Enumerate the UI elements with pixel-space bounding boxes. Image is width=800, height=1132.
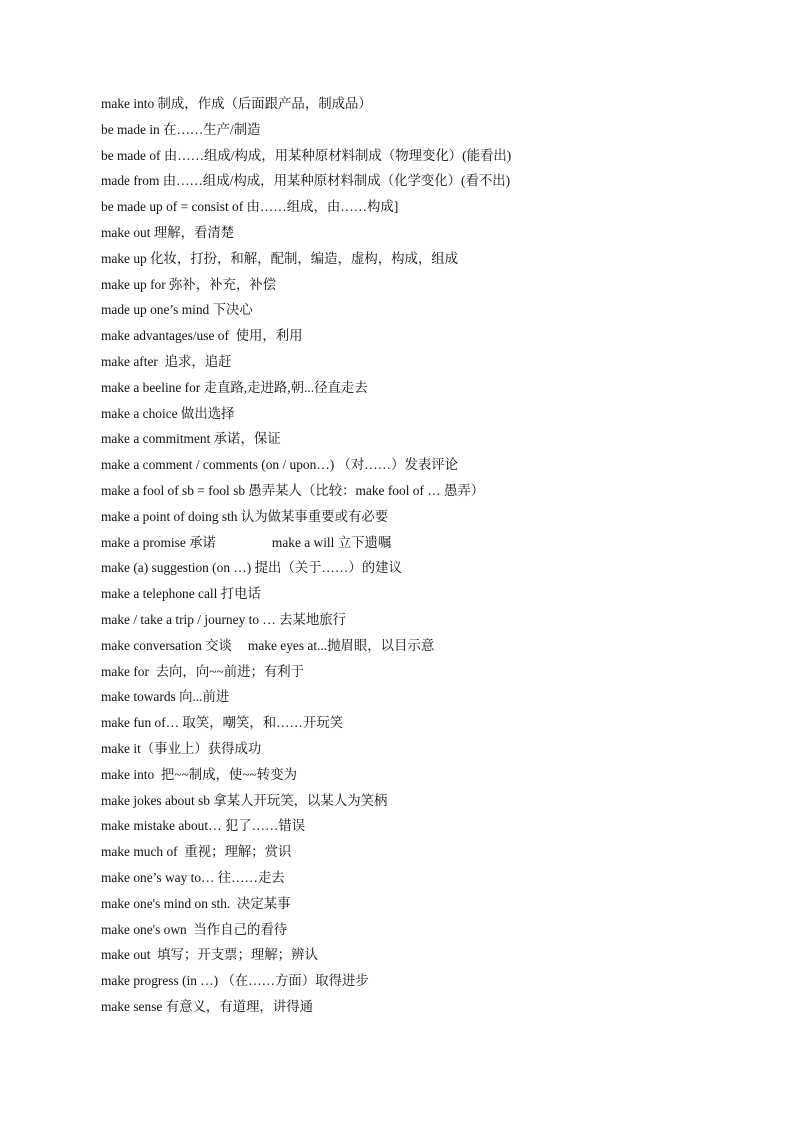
phrase-entry: make a point of doing sth 认为做某事重要或有必要 [101,508,389,524]
phrase-line [101,739,761,765]
phrase-line [101,868,761,894]
phrase-line [101,920,761,946]
phrase-line [101,326,761,352]
phrase-entry: make into 把~~制成，使~~转变为 [101,766,297,782]
phrase-entry: make one’s way to… 往……走去 [101,869,285,885]
phrase-entry: make towards 向...前进 [101,689,230,705]
phrase-entry: make after 追求，追赶 [101,353,232,369]
phrase-entry: make a will 立下遗嘱 [271,534,392,550]
phrase-line [101,662,761,688]
phrase-entry: make a comment / comments (on / upon…) （对……）发表评论 [101,457,459,473]
phrase-line [101,481,761,507]
phrase-line [101,687,761,713]
phrase-line [101,352,761,378]
phrase-entry: make up for 弥补，补充，补偿 [101,276,277,292]
phrase-line [101,971,761,997]
phrase-entry: made from 由……组成/构成，用某种原材料制成（化学变化）(看不出) [101,173,511,189]
phrase-entry: make fun of… 取笑，嘲笑，和……开玩笑 [101,715,344,731]
phrase-entry: make a fool of sb = fool sb 愚弄某人（比较：make fool of … 愚弄） [101,482,485,498]
phrase-line [101,997,761,1023]
phrase-line [101,713,761,739]
phrase-line [101,94,761,120]
phrase-line [101,945,761,971]
phrase-entry: make out 理解，看清楚 [101,224,235,240]
phrase-line [101,842,761,868]
phrase-entry: make one's own 当作自己的看待 [101,921,288,937]
phrase-entry: make sense 有意义，有道理，讲得通 [101,998,313,1014]
phrase-line [101,584,761,610]
phrase-line [101,765,761,791]
phrase-line [101,533,761,559]
phrase-entry: make into 制成，作成（后面跟产品，制成品） [101,96,372,111]
phrase-entry: make progress (in …) （在……方面）取得进步 [101,973,369,989]
phrase-line [101,816,761,842]
phrase-line [101,429,761,455]
phrase-line [101,275,761,301]
phrase-line [101,249,761,275]
phrase-line [101,610,761,636]
phrase-entry: be made up of = consist of 由……组成，由……构成] [101,199,399,215]
phrase-entry: make out 填写；开支票；理解；辨认 [101,947,318,963]
phrase-line [101,455,761,481]
phrase-entry: make a beeline for 走直路,走进路,朝...径直走去 [101,379,368,395]
phrase-entry: make eyes at...抛眉眼，以目示意 [247,637,435,653]
phrase-line [101,791,761,817]
phrase-entry: be made in 在……生产/制造 [101,121,261,137]
phrase-entry: make a commitment 承诺，保证 [101,431,281,447]
phrase-entry: made up one’s mind 下决心 [101,302,253,318]
phrase-line [101,171,761,197]
phrase-entry: make a telephone call 打电话 [101,586,261,602]
phrase-line [101,894,761,920]
phrase-entry: make conversation 交谈 [101,637,232,653]
phrase-entry: make (a) suggestion (on …) 提出（关于……）的建议 [101,560,402,576]
phrase-entry: be made of 由……组成/构成，用某种原材料制成（物理变化）(能看出) [101,147,512,163]
phrase-line [101,558,761,584]
phrase-entry: make it（事业上）获得成功 [101,740,262,756]
phrase-line [101,636,761,662]
phrase-line [101,507,761,533]
phrase-line [101,404,761,430]
phrase-line [101,197,761,223]
phrase-line [101,120,761,146]
phrase-entry: make advantages/use of 使用，利用 [101,328,303,344]
phrase-entry: make for 去向，向~~前进；有利于 [101,663,305,679]
phrase-entry: make mistake about… 犯了……错误 [101,818,306,834]
phrase-line [101,146,761,172]
phrase-list [101,94,761,1023]
phrase-line [101,300,761,326]
phrase-entry: make jokes about sb 拿某人开玩笑，以某人为笑柄 [101,792,388,808]
phrase-entry: make one's mind on sth. 决定某事 [101,895,291,911]
phrase-entry: make up 化妆，打扮，和解，配制，编造，虚构，构成，组成 [101,250,459,266]
phrase-line [101,378,761,404]
phrase-line [101,223,761,249]
phrase-entry: make a promise 承诺 [101,534,216,550]
phrase-entry: make / take a trip / journey to … 去某地旅行 [101,611,347,627]
phrase-entry: make much of 重视；理解；赏识 [101,844,292,860]
phrase-entry: make a choice 做出选择 [101,405,235,421]
